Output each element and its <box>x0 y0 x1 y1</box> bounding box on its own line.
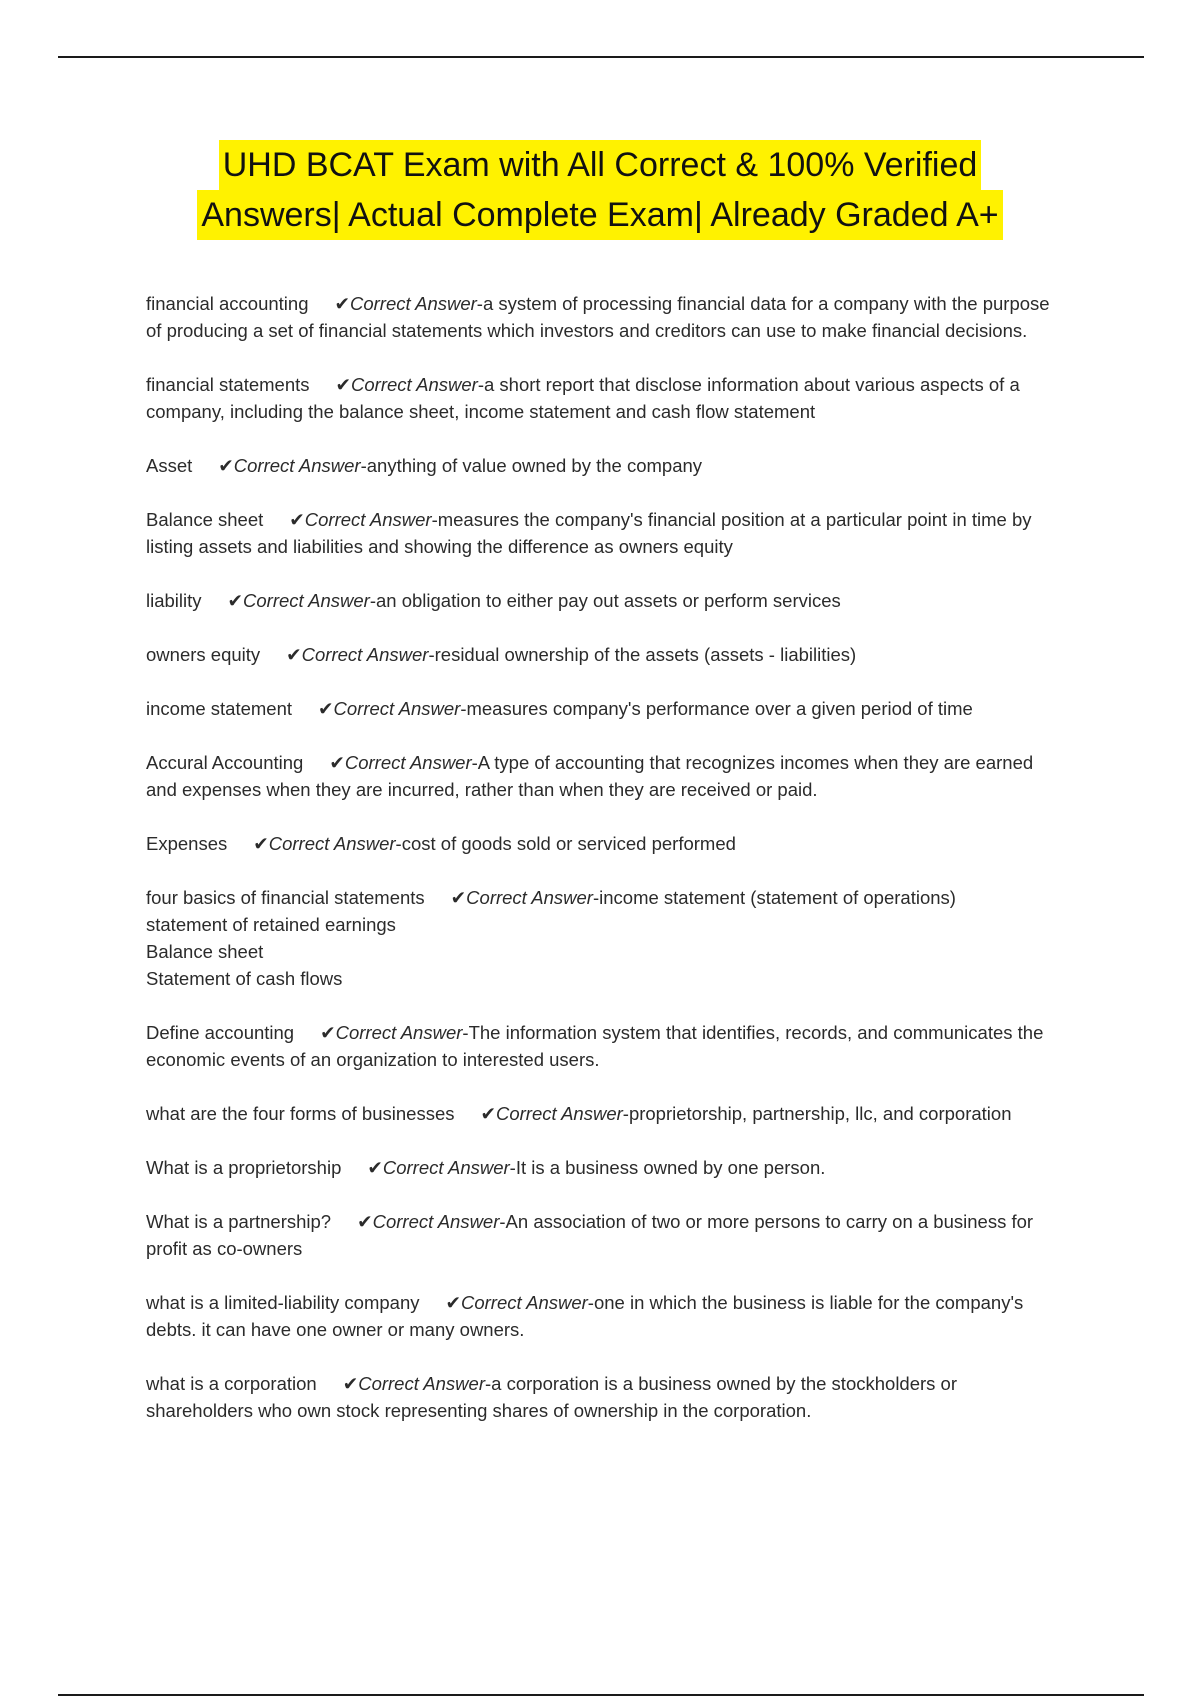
entry-answer: -a system of processing financial data for a company with the purpose of producing a set of financial statements which investors and creditors can use to make financial decisions. <box>146 293 1050 341</box>
entry-term: what are the four forms of businesses <box>146 1103 455 1124</box>
entry-term: Asset <box>146 455 193 476</box>
entry-term: Balance sheet <box>146 509 264 530</box>
correct-answer-label: ✔Correct Answer <box>318 698 461 719</box>
entry-term: Accural Accounting <box>146 752 304 773</box>
entry-term: income statement <box>146 698 293 719</box>
top-rule <box>58 56 1144 58</box>
entry-answer: -anything of value owned by the company <box>360 455 703 476</box>
qa-entry <box>146 1019 1066 1073</box>
qa-list <box>146 290 1066 1451</box>
entry-term: financial statements <box>146 374 310 395</box>
title-line-1: UHD BCAT Exam with All Correct & 100% Verified <box>219 140 982 190</box>
correct-answer-label: ✔Correct Answer <box>227 590 370 611</box>
qa-entry <box>146 830 1066 857</box>
correct-answer-label: ✔Correct Answer <box>367 1157 510 1178</box>
correct-answer-label: ✔Correct Answer <box>218 455 361 476</box>
entry-answer: -a short report that disclose information about various aspects of a company, including the balance sheet, income statement and cash flow statement <box>146 374 1020 422</box>
qa-entry <box>146 695 1066 722</box>
entry-answer: -residual ownership of the assets (assets - liabilities) <box>428 644 857 665</box>
page-title <box>100 140 1100 240</box>
entry-answer: -cost of goods sold or serviced performed <box>395 833 736 854</box>
qa-entry <box>146 884 1066 992</box>
qa-entry <box>146 290 1066 344</box>
entry-extra-line: Balance sheet <box>146 941 264 962</box>
qa-entry <box>146 641 1066 668</box>
entry-term: Expenses <box>146 833 228 854</box>
qa-entry <box>146 506 1066 560</box>
entry-answer: -It is a business owned by one person. <box>509 1157 826 1178</box>
correct-answer-label: ✔Correct Answer <box>445 1292 588 1313</box>
correct-answer-label: ✔Correct Answer <box>329 752 472 773</box>
correct-answer-label: ✔Correct Answer <box>450 887 593 908</box>
correct-answer-label: ✔Correct Answer <box>335 374 478 395</box>
entry-answer: -proprietorship, partnership, llc, and corporation <box>622 1103 1012 1124</box>
entry-answer: -measures the company's financial position at a particular point in time by listing assets and liabilities and showing the difference as owners equity <box>146 509 1032 557</box>
entry-term: Define accounting <box>146 1022 295 1043</box>
qa-entry <box>146 1289 1066 1343</box>
entry-answer: -one in which the business is liable for the company's debts. it can have one owner or many owners. <box>146 1292 1024 1340</box>
entry-term: liability <box>146 590 202 611</box>
entry-extra-line: Statement of cash flows <box>146 968 343 989</box>
title-line-2: Answers| Actual Complete Exam| Already Graded A+ <box>197 190 1002 240</box>
qa-entry <box>146 452 1066 479</box>
correct-answer-label: ✔Correct Answer <box>289 509 432 530</box>
entry-term: what is a limited-liability company <box>146 1292 420 1313</box>
qa-entry <box>146 587 1066 614</box>
entry-term: financial accounting <box>146 293 309 314</box>
correct-answer-label: ✔Correct Answer <box>253 833 396 854</box>
entry-term: owners equity <box>146 644 261 665</box>
entry-term: What is a proprietorship <box>146 1157 342 1178</box>
entry-answer: -An association of two or more persons to carry on a business for profit as co-owners <box>146 1211 1034 1259</box>
entry-answer: -A type of accounting that recognizes incomes when they are earned and expenses when they are incurred, rather than when they are received or paid. <box>146 752 1034 800</box>
qa-entry <box>146 1370 1066 1424</box>
bottom-rule <box>58 1694 1144 1696</box>
correct-answer-label: ✔Correct Answer <box>320 1022 463 1043</box>
entry-term: four basics of financial statements <box>146 887 425 908</box>
qa-entry <box>146 1154 1066 1181</box>
entry-term: what is a corporation <box>146 1373 317 1394</box>
entry-answer: -The information system that identifies, records, and communicates the economic events of an organization to interested users. <box>146 1022 1044 1070</box>
entry-extra-line: statement of retained earnings <box>146 914 396 935</box>
entry-answer: -income statement (statement of operations) <box>592 887 956 908</box>
entry-answer: -measures company's performance over a given period of time <box>460 698 973 719</box>
qa-entry <box>146 749 1066 803</box>
qa-entry <box>146 371 1066 425</box>
correct-answer-label: ✔Correct Answer <box>342 1373 485 1394</box>
qa-entry <box>146 1100 1066 1127</box>
entry-term: What is a partnership? <box>146 1211 332 1232</box>
correct-answer-label: ✔Correct Answer <box>480 1103 623 1124</box>
correct-answer-label: ✔Correct Answer <box>334 293 477 314</box>
entry-answer: -an obligation to either pay out assets or perform services <box>369 590 841 611</box>
qa-entry <box>146 1208 1066 1262</box>
entry-answer: -a corporation is a business owned by the stockholders or shareholders who own stock representing shares of ownership in the corporation. <box>146 1373 958 1421</box>
correct-answer-label: ✔Correct Answer <box>286 644 429 665</box>
correct-answer-label: ✔Correct Answer <box>357 1211 500 1232</box>
